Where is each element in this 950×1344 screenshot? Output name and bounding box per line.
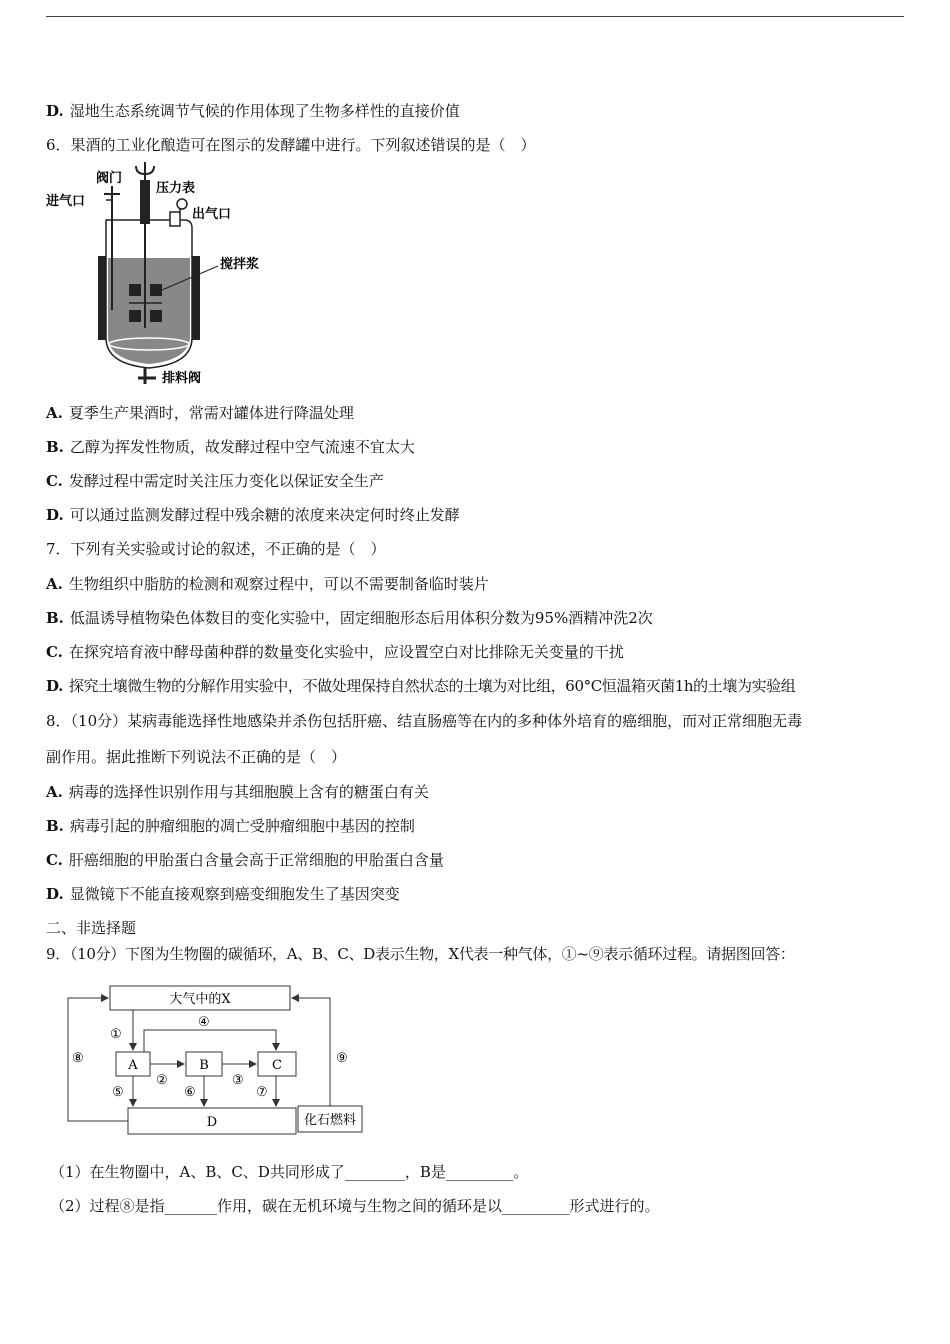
q8-option-a [46, 782, 429, 802]
q8-stem-line2: 副作用。据此推断下列说法不正确的是（ ） [46, 748, 347, 766]
process-2: ② [156, 1073, 168, 1088]
q8-option-b [46, 816, 415, 836]
option-text: 病毒引起的肿瘤细胞的凋亡受肿瘤细胞中基因的控制 [69, 817, 415, 835]
label-valve: 阀门 [96, 171, 123, 186]
q9-sub1: （1）在生物圈中，A、B、C、D共同形成了________，B是_________。 [50, 1163, 529, 1181]
fermenter-diagram [44, 160, 264, 392]
carbon-cycle-diagram [60, 980, 370, 1140]
process-6: ⑥ [184, 1085, 196, 1100]
q6-option-d [46, 505, 460, 525]
q8-stem-line1: 8．（10分）某病毒能选择性地感染并杀伤包括肝癌、结直肠癌等在内的多种体外培育的癌细胞，而对正常细胞无毒 [46, 712, 803, 730]
process-3: ③ [232, 1073, 244, 1088]
option-text: 肝癌细胞的甲胎蛋白含量会高于正常细胞的甲胎蛋白含量 [68, 851, 444, 869]
label-stirrer: 搅拌浆 [220, 257, 260, 272]
option-label: D. [46, 506, 64, 524]
q7-stem: 7．下列有关实验或讨论的叙述，不正确的是（ ） [46, 540, 386, 558]
q6-option-b [46, 437, 415, 457]
option-label: D. [46, 677, 63, 695]
q6-option-a [46, 403, 354, 423]
option-text: 乙醇为挥发性物质，故发酵过程中空气流速不宜太大 [69, 438, 415, 456]
process-8: ⑧ [72, 1051, 84, 1066]
option-text: 显微镜下不能直接观察到癌变细胞发生了基因突变 [69, 885, 400, 903]
label-pressure-gauge: 压力表 [156, 181, 196, 196]
box-c: C [272, 1058, 282, 1073]
option-label: B. [46, 609, 64, 627]
box-atmosphere-x: 大气中的X [169, 992, 231, 1007]
q9-sub2: （2）过程⑧是指_______作用，碳在无机环境与生物之间的循环是以_________形式进行的。 [50, 1197, 660, 1215]
process-4: ④ [198, 1015, 210, 1030]
q8-option-c [46, 850, 444, 870]
q5-option-d [46, 101, 460, 121]
option-text: 可以通过监测发酵过程中残余糖的浓度来决定何时终止发酵 [69, 506, 460, 524]
option-label: A. [46, 575, 63, 593]
option-label: A. [46, 783, 63, 801]
q6-option-c [46, 471, 384, 491]
label-gas-inlet: 进气口 [46, 194, 86, 209]
option-label: C. [46, 472, 63, 490]
box-fossil-fuel: 化石燃料 [303, 1113, 357, 1128]
option-text: 湿地生态系统调节气候的作用体现了生物多样性的直接价值 [69, 102, 460, 120]
option-text: 在探究培育液中酵母菌种群的数量变化实验中，应设置空白对比排除无关变量的干扰 [68, 643, 624, 661]
q9-stem: 9．（10分）下图为生物圈的碳循环，A、B、C、D表示生物，X代表一种气体，①~⑨表示循环过程。请据图回答： [46, 945, 795, 963]
process-1: ① [110, 1027, 122, 1042]
process-9: ⑨ [336, 1051, 348, 1066]
q6-stem: 6．果酒的工业化酿造可在图示的发酵罐中进行。下列叙述错误的是（ ） [46, 136, 536, 154]
q7-option-d [46, 676, 795, 696]
label-gas-outlet: 出气口 [192, 207, 232, 222]
box-b: B [199, 1058, 209, 1073]
box-a: A [128, 1058, 138, 1073]
option-label: A. [46, 404, 63, 422]
q7-option-c [46, 642, 624, 662]
option-label: D. [46, 102, 64, 120]
process-7: ⑦ [256, 1085, 268, 1100]
process-5: ⑤ [112, 1085, 124, 1100]
option-label: D. [46, 885, 64, 903]
option-label: B. [46, 438, 64, 456]
option-text: 发酵过程中需定时关注压力变化以保证安全生产 [68, 472, 384, 490]
option-text: 夏季生产果酒时，常需对罐体进行降温处理 [68, 404, 354, 422]
q8-option-d [46, 884, 400, 904]
option-text: 低温诱导植物染色体数目的变化实验中，固定细胞形态后用体积分数为95%酒精冲洗2次 [69, 609, 653, 627]
option-text: 探究土壤微生物的分解作用实验中，不做处理保持自然状态的土壤为对比组，60°C恒温箱灭菌1h的土壤为实验组 [68, 677, 796, 695]
option-text: 生物组织中脂肪的检测和观察过程中，可以不需要制备临时装片 [68, 575, 489, 593]
label-drain-valve: 排料阀 [162, 371, 202, 386]
q7-option-a [46, 574, 489, 594]
option-label: C. [46, 851, 63, 869]
box-d: D [206, 1115, 218, 1130]
header-rule [46, 16, 904, 17]
option-text: 病毒的选择性识别作用与其细胞膜上含有的糖蛋白有关 [68, 783, 429, 801]
option-label: C. [46, 643, 63, 661]
option-label: B. [46, 817, 64, 835]
section-heading: 二、非选择题 [46, 919, 137, 937]
q7-option-b [46, 608, 653, 628]
